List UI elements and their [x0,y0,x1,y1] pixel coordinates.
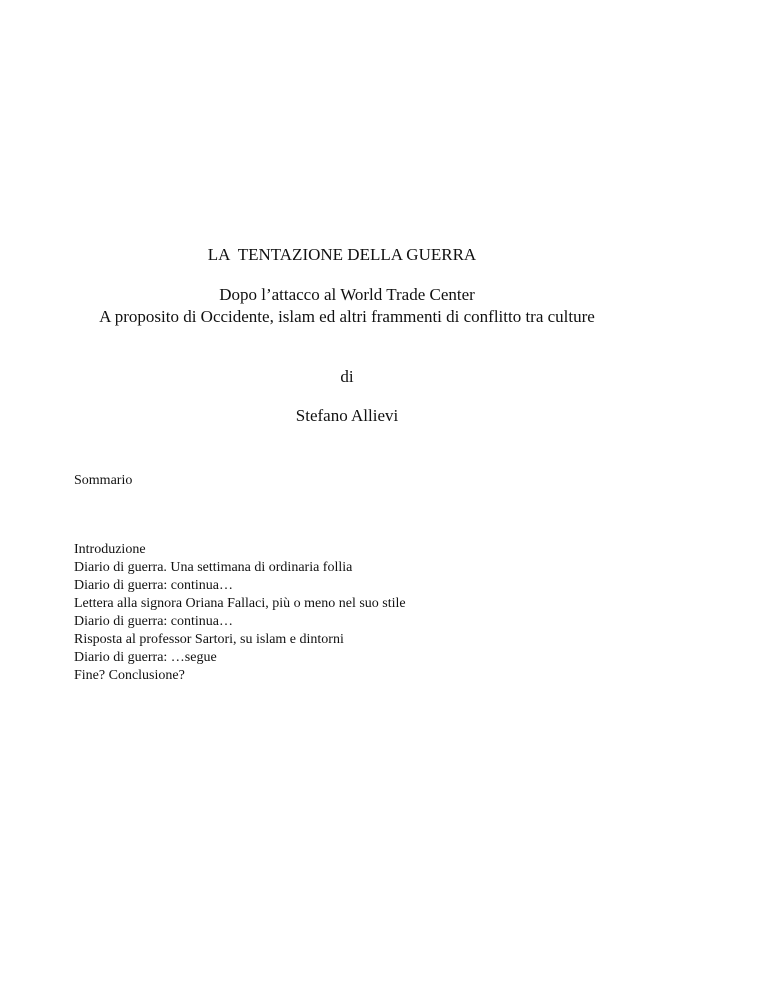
subtitle-line: A proposito di Occidente, islam ed altri frammenti di conflitto tra culture [99,307,595,326]
toc-item: Risposta al professor Sartori, su islam e dintorni [74,632,344,647]
byline: di [340,367,354,386]
toc-item: Diario di guerra: continua… [74,614,234,629]
toc-item: Diario di guerra. Una settimana di ordinaria follia [74,560,353,575]
subtitle-line: Dopo l’attacco al World Trade Center [219,285,475,304]
table-of-contents [74,541,406,685]
summary-heading: Sommario [74,473,133,488]
toc-item: Fine? Conclusione? [74,668,185,683]
toc-item: Diario di guerra: …segue [74,650,217,665]
toc-item: Introduzione [74,542,146,557]
document-subtitle [0,284,694,328]
toc-item: Lettera alla signora Oriana Fallaci, più o meno nel suo stile [74,596,406,611]
document-title: LA TENTAZIONE DELLA GUERRA [207,245,477,264]
toc-item: Diario di guerra: continua… [74,578,234,593]
author-name: Stefano Allievi [295,406,399,425]
